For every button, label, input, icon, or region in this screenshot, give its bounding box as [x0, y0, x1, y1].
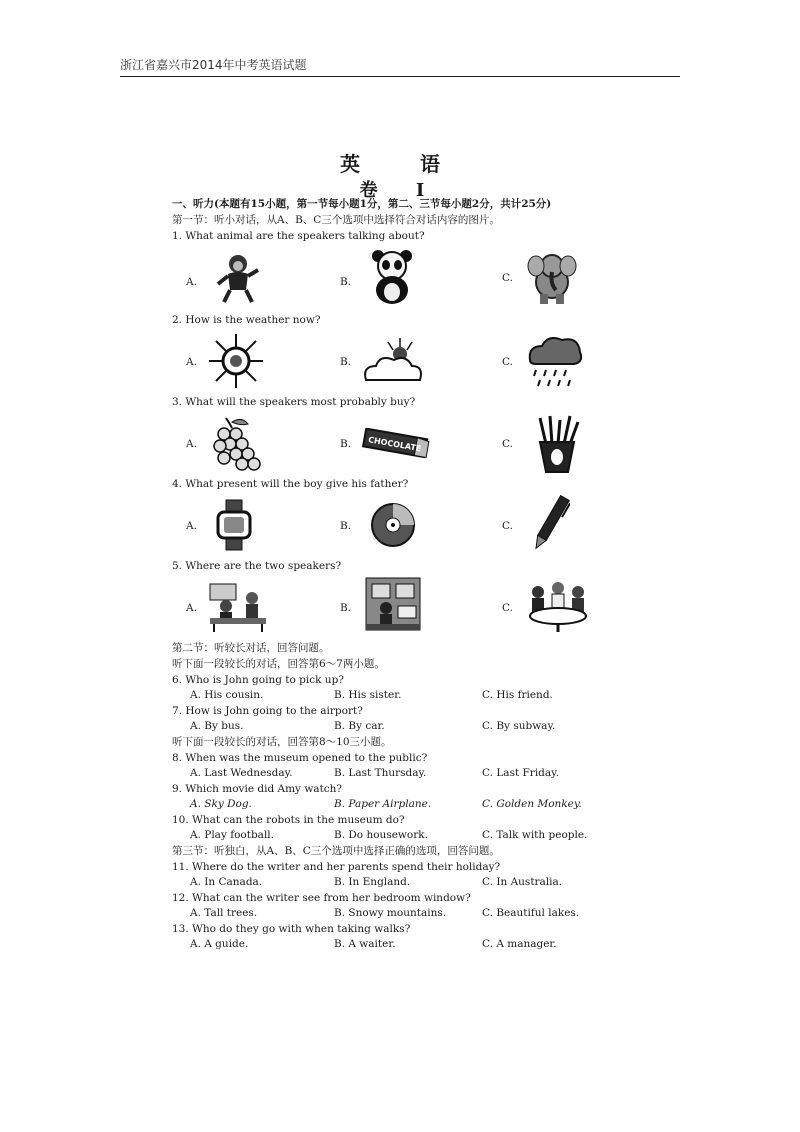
chocolate-image	[360, 428, 432, 460]
fries-image	[532, 414, 582, 474]
question-6: 6. Who is John going to pick up?	[172, 674, 344, 686]
section2-dialog1: 听下面一段较长的对话，回答第6～7两小题。	[172, 658, 385, 670]
paper-title: 英 语	[340, 152, 460, 176]
q2-label-a: A.	[186, 356, 197, 368]
q13-option-c: C. A manager.	[482, 938, 557, 950]
chocolate-wrapper-text: CHOCOLATE	[367, 435, 422, 454]
q10-option-a: A. Play football.	[190, 829, 274, 841]
section1-part1: 第一节：听小对话，从A、B、C三个选项中选择符合对话内容的图片。	[172, 214, 500, 226]
cd-image	[370, 502, 416, 548]
question-13: 13. Who do they go with when taking walks?	[172, 923, 411, 935]
classroom-image	[206, 578, 270, 632]
q7-option-b: B. By car.	[334, 720, 385, 732]
question-4: 4. What present will the boy give his father?	[172, 478, 409, 490]
q10-option-b: B. Do housework.	[334, 829, 428, 841]
q11-option-a: A. In Canada.	[190, 876, 263, 888]
question-7: 7. How is John going to the airport?	[172, 705, 363, 717]
q13-option-a: A. A guide.	[190, 938, 249, 950]
question-8: 8. When was the museum opened to the public?	[172, 752, 428, 764]
section3-heading: 第三节：听独白，从A、B、C三个选项中选择正确的选项，回答问题。	[172, 845, 500, 857]
question-2: 2. How is the weather now?	[172, 314, 321, 326]
question-9: 9. Which movie did Amy watch?	[172, 783, 343, 795]
q5-label-a: A.	[186, 602, 197, 614]
watch-image	[212, 498, 256, 552]
question-5: 5. Where are the two speakers?	[172, 560, 342, 572]
page-header: 浙江省嘉兴市2014年中考英语试题	[120, 56, 680, 77]
q8-option-c: C. Last Friday.	[482, 767, 560, 779]
q1-label-c: C.	[502, 272, 513, 284]
monkey-image	[210, 250, 266, 306]
q13-option-b: B. A waiter.	[334, 938, 396, 950]
restaurant-image	[520, 578, 596, 632]
q5-label-b: B.	[340, 602, 352, 614]
panda-image	[368, 248, 416, 306]
section1-heading: 一、听力(本题有15小题，第一节每小题1分，第二、三节每小题2分，共计25分)	[172, 198, 552, 210]
q3-label-b: B.	[340, 438, 352, 450]
office-image	[364, 576, 422, 634]
q5-label-c: C.	[502, 602, 513, 614]
q9-option-a: A. Sky Dog.	[190, 798, 252, 810]
q3-label-c: C.	[502, 438, 513, 450]
q4-label-a: A.	[186, 520, 197, 532]
question-1: 1. What animal are the speakers talking about?	[172, 230, 425, 242]
q11-option-c: C. In Australia.	[482, 876, 563, 888]
pen-image	[530, 494, 570, 554]
q12-option-c: C. Beautiful lakes.	[482, 907, 580, 919]
rain-image	[526, 334, 584, 390]
paper-subtitle: 卷 Ⅰ	[359, 180, 441, 201]
q4-label-b: B.	[340, 520, 352, 532]
grapes-image	[208, 416, 264, 472]
q2-label-c: C.	[502, 356, 513, 368]
q6-option-a: A. His cousin.	[190, 689, 264, 701]
q1-label-a: A.	[186, 276, 197, 288]
q6-option-c: C. His friend.	[482, 689, 553, 701]
q8-option-b: B. Last Thursday.	[334, 767, 427, 779]
q6-option-b: B. His sister.	[334, 689, 402, 701]
q12-option-a: A. Tall trees.	[190, 907, 258, 919]
elephant-image	[526, 250, 578, 306]
q11-option-b: B. In England.	[334, 876, 411, 888]
question-11: 11. Where do the writer and her parents spend their holiday?	[172, 861, 501, 873]
question-10: 10. What can the robots in the museum do?	[172, 814, 405, 826]
q1-label-b: B.	[340, 276, 352, 288]
sun-image	[206, 332, 266, 390]
q7-option-a: A. By bus.	[190, 720, 244, 732]
q9-option-c: C. Golden Monkey.	[482, 798, 582, 810]
question-12: 12. What can the writer see from her bedroom window?	[172, 892, 471, 904]
q7-option-c: C. By subway.	[482, 720, 556, 732]
q2-label-b: B.	[340, 356, 352, 368]
q10-option-c: C. Talk with people.	[482, 829, 588, 841]
cloudy-image	[360, 336, 426, 388]
q9-option-b: B. Paper Airplane.	[334, 798, 432, 810]
section2-heading: 第二节：听较长对话，回答问题。	[172, 642, 330, 654]
section2-dialog2: 听下面一段较长的对话，回答第8～10三小题。	[172, 736, 392, 748]
q4-label-c: C.	[502, 520, 513, 532]
question-3: 3. What will the speakers most probably buy?	[172, 396, 416, 408]
q12-option-b: B. Snowy mountains.	[334, 907, 447, 919]
q3-label-a: A.	[186, 438, 197, 450]
q8-option-a: A. Last Wednesday.	[190, 767, 293, 779]
